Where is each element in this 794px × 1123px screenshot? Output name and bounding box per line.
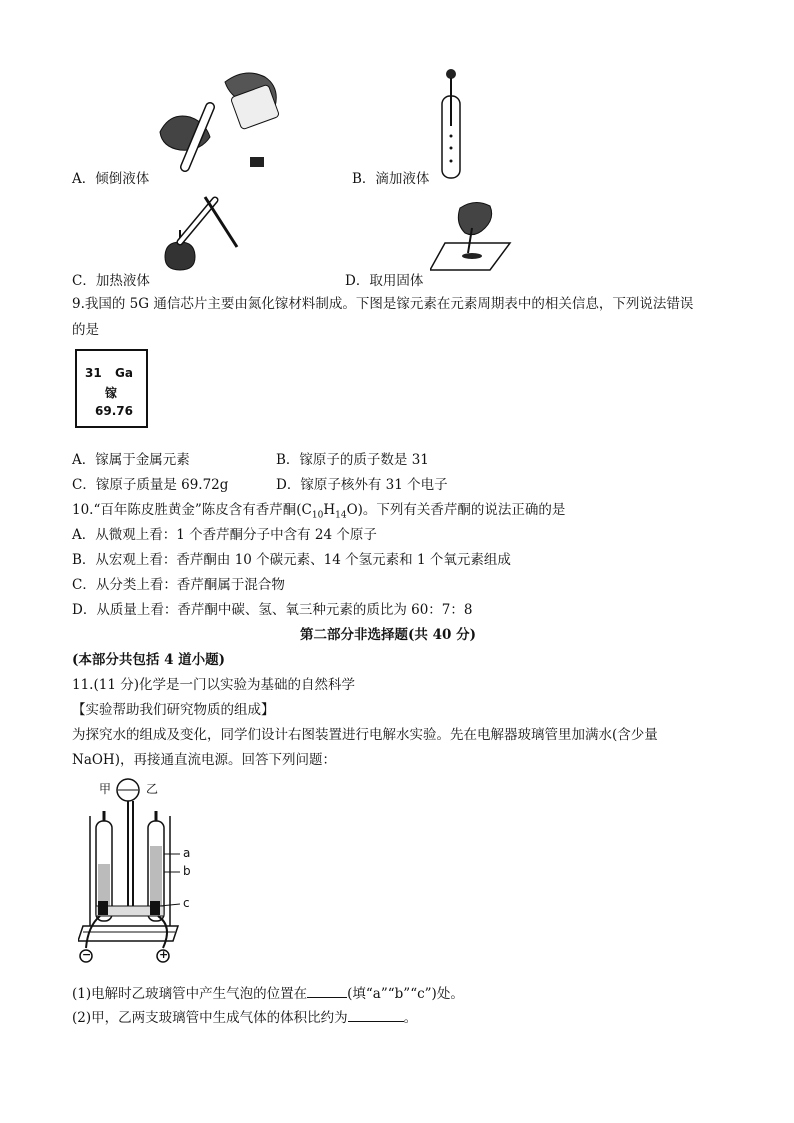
q9-option-a: A．镓属于金属元素 bbox=[72, 452, 190, 468]
element-number: 31 bbox=[85, 366, 102, 380]
taking-solid-figure bbox=[430, 198, 520, 276]
label-yi: 乙 bbox=[146, 782, 159, 796]
label-c: c bbox=[183, 896, 190, 910]
q10-option-c: C．从分类上看：香芹酮属于混合物 bbox=[72, 577, 285, 593]
q11-sub1: (1)电解时乙玻璃管中产生气泡的位置在 (填“a”“b”“c”)处。 bbox=[72, 986, 464, 1002]
q8-option-c: C．加热液体 bbox=[72, 273, 150, 289]
q10-option-b: B．从宏观上看：香芹酮由 10 个碳元素、14 个氢元素和 1 个氧元素组成 bbox=[72, 552, 511, 568]
q10-option-d: D．从质量上看：香芹酮中碳、氢、氧三种元素的质比为 60：7：8 bbox=[72, 602, 473, 618]
label-plus: + bbox=[159, 948, 169, 961]
q10-option-a: A．从微观上看：1 个香芹酮分子中含有 24 个原子 bbox=[72, 527, 377, 543]
label-b: b bbox=[183, 864, 191, 878]
q8-option-d: D．取用固体 bbox=[345, 273, 424, 289]
element-symbol: Ga bbox=[115, 366, 133, 380]
q11-section: 【实验帮助我们研究物质的组成】 bbox=[72, 702, 275, 718]
part2-title: 第二部分非选择题(共 40 分) bbox=[300, 627, 476, 643]
q9-option-d: D．镓原子核外有 31 个电子 bbox=[276, 477, 448, 493]
answer-blank-2[interactable] bbox=[348, 1009, 404, 1022]
part2-note: (本部分共包括 4 道小题) bbox=[72, 652, 226, 668]
q8-option-b: B．滴加液体 bbox=[352, 171, 430, 187]
q10-stem: 10.“百年陈皮胜黄金”陈皮含有香芹酮$(C_{10}H_{14}O)$。下列有关香芹酮的说法正确的是 bbox=[72, 502, 566, 521]
element-name: 镓 bbox=[105, 386, 118, 400]
q8-option-a: A．倾倒液体 bbox=[72, 171, 150, 187]
element-mass: 69.76 bbox=[95, 404, 133, 418]
label-a: a bbox=[183, 846, 191, 860]
q11-stem: 11.(11 分)化学是一门以实验为基础的自然科学 bbox=[72, 677, 355, 693]
q11-desc-line2: NaOH)，再接通直流电源。回答下列问题： bbox=[72, 752, 336, 768]
label-jia: 甲 bbox=[99, 782, 112, 796]
label-minus: − bbox=[82, 948, 92, 961]
heating-liquid-figure bbox=[155, 192, 245, 272]
q11-sub2: (2)甲，乙两支玻璃管中生成气体的体积比约为 。 bbox=[72, 1010, 418, 1026]
gallium-element-card bbox=[75, 349, 148, 428]
dropping-liquid-figure bbox=[436, 66, 466, 181]
q9-option-b: B．镓原子的质子数是 31 bbox=[276, 452, 429, 468]
pouring-liquid-figure bbox=[150, 62, 290, 172]
q9-stem-line1: 9.我国的 5G 通信芯片主要由氮化镓材料制成。下图是镓元素在元素周期表中的相关信息，下列说法错误 bbox=[72, 296, 694, 312]
q9-stem-line2: 的是 bbox=[72, 322, 99, 338]
q11-desc-line1: 为探究水的组成及变化，同学们设计右图装置进行电解水实验。先在电解器玻璃管里加满水(含少量 bbox=[72, 727, 658, 743]
answer-blank-1[interactable] bbox=[307, 985, 347, 998]
q9-option-c: C．镓原子质量是 69.72g bbox=[72, 477, 229, 493]
